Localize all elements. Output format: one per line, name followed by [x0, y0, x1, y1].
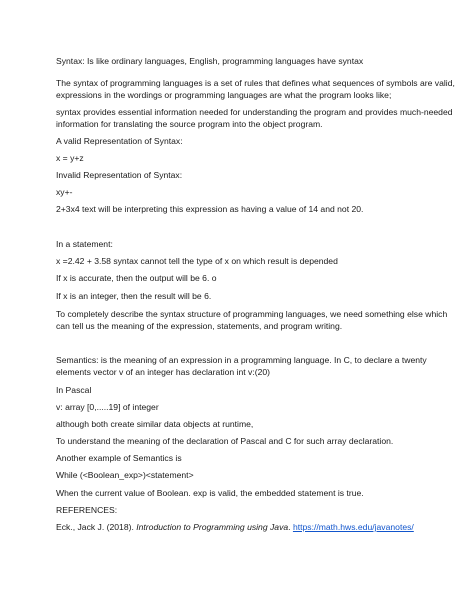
references-heading: REFERENCES: [56, 505, 118, 515]
syntax-intro-line: Syntax: Is like ordinary languages, English, programming languages have syntax [56, 56, 364, 66]
pascal-heading: In Pascal [56, 385, 92, 395]
reference-entry [56, 521, 428, 533]
valid-syntax-heading: A valid Representation of Syntax: [56, 136, 183, 146]
declaration-meaning-line: To understand the meaning of the declaration of Pascal and C for such array declaration. [56, 436, 394, 446]
syntax-definition-line-1: The syntax of programming languages is a set of rules that defines what sequences of symbols are valid, [56, 78, 455, 88]
syntax-definition-line-2: expressions in the wordings or programming languages are what the program looks like; [56, 90, 392, 100]
syntax-structure-line-1: To completely describe the syntax structure of programming languages, we need something else which [56, 309, 448, 319]
statement-example-line: x =2.42 + 3.58 syntax cannot tell the type of x on which result is depended [56, 256, 338, 266]
reference-author-year: Eck., Jack J. (2018). [56, 522, 137, 532]
syntax-purpose-line-2: information for translating the source program into the object program. [56, 119, 323, 129]
syntax-purpose-line-1: syntax provides essential information needed for understanding the program and provides much-needed [56, 107, 453, 117]
semantics-example-heading: Another example of Semantics is [56, 453, 182, 463]
syntax-structure-line-2: can tell us the meaning of the expression, statements, and program writing. [56, 321, 343, 331]
reference-url-link[interactable]: https://math.hws.edu/javanotes/ [292, 522, 414, 532]
semantics-definition-line-1: Semantics: is the meaning of an expression in a programming language. In C, to declare a twenty [56, 355, 427, 365]
semantics-definition-line-2: elements vector v of an integer has declaration int v:(20) [56, 367, 271, 377]
integer-x-line: If x is an integer, then the result will be 6. [56, 291, 212, 301]
boolean-expression-line: When the current value of Boolean. exp is valid, the embedded statement is true. [56, 488, 364, 498]
invalid-syntax-example: xy+- [56, 187, 73, 197]
reference-separator: . [288, 522, 293, 532]
valid-syntax-example: x = y+z [56, 153, 84, 163]
invalid-syntax-heading: Invalid Representation of Syntax: [56, 170, 183, 180]
reference-book-title: Introduction to Programming using Java [136, 522, 289, 532]
runtime-line: although both create similar data objects at runtime, [56, 419, 254, 429]
expression-interpretation-line: 2+3x4 text will be interpreting this expression as having a value of 14 and not 20. [56, 204, 364, 214]
accurate-x-line: If x is accurate, then the output will be 6. o [56, 273, 217, 283]
pascal-array-example: v: array [0,.....19] of integer [56, 402, 159, 412]
while-statement-example: While (<Boolean_exp>)<statement> [56, 470, 194, 480]
statement-heading: In a statement: [56, 239, 113, 249]
